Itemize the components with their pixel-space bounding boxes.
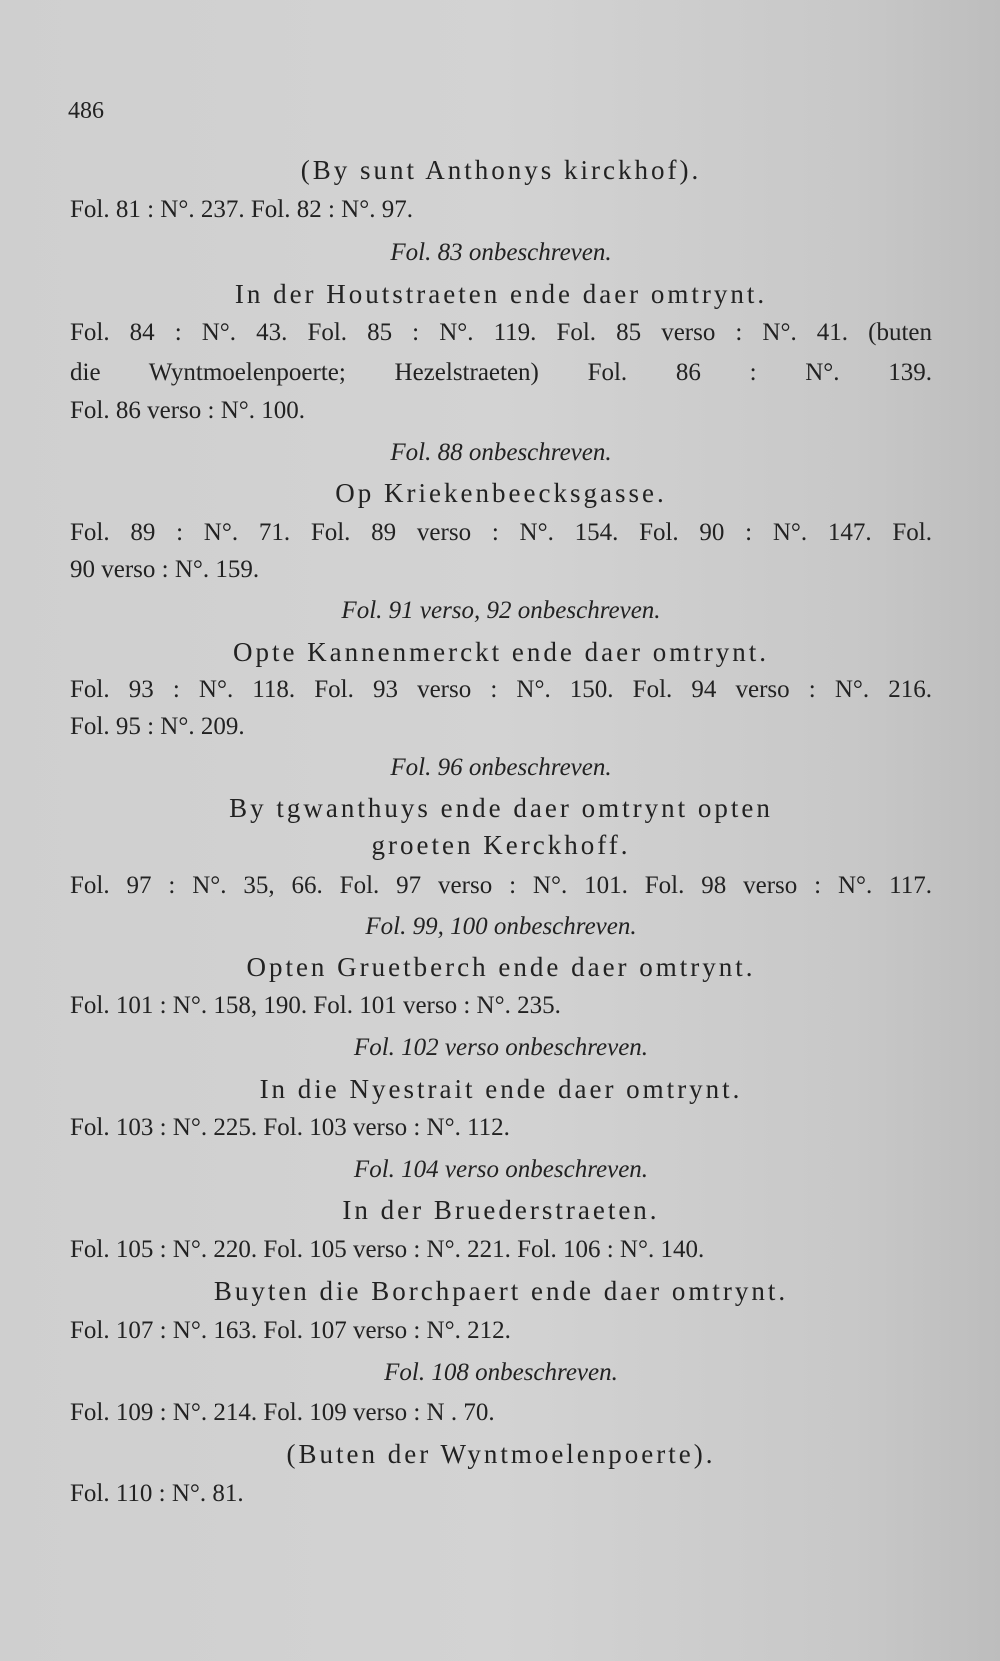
unwritten-note: Fol. 108 onbeschreven. — [384, 1359, 618, 1386]
section-heading: In die Nyestrait ende daer omtrynt. — [259, 1074, 743, 1104]
section-heading: (By sunt Anthonys kirckhof). — [300, 155, 702, 185]
unwritten-note: Fol. 83 onbeschreven. — [390, 239, 612, 266]
entry-line: Fol. 86 verso : N°. 100. — [70, 397, 305, 424]
section-heading: Opten Gruetberch ende daer omtrynt. — [246, 952, 756, 982]
unwritten-note: Fol. 102 verso onbeschreven. — [353, 1034, 649, 1061]
section-heading: By tgwanthuys ende daer omtrynt opten — [229, 793, 773, 823]
entry-line: Fol. 93 : N°. 118. Fol. 93 verso : N°. 150. Fol. 94 verso : N°. 216. — [70, 676, 932, 703]
section-heading: (Buten der Wyntmoelenpoerte). — [286, 1439, 716, 1469]
entry-line: Fol. 97 : N°. 35, 66. Fol. 97 verso : N°. 101. Fol. 98 verso : N°. 117. — [70, 872, 932, 899]
section-heading: In der Houtstraeten ende daer omtrynt. — [234, 279, 768, 309]
entry-line: Fol. 95 : N°. 209. — [70, 713, 245, 740]
entry-line: 90 verso : N°. 159. — [70, 556, 260, 583]
entry-line: Fol. 110 : N°. 81. — [70, 1480, 244, 1507]
entry-line: Fol. 89 : N°. 71. Fol. 89 verso : N°. 154. Fol. 90 : N°. 147. Fol. — [70, 519, 932, 546]
unwritten-note: Fol. 91 verso, 92 onbeschreven. — [341, 597, 661, 624]
section-heading: Op Kriekenbeecksgasse. — [335, 478, 667, 508]
entry-line: Fol. 84 : N°. 43. Fol. 85 : N°. 119. Fol. 85 verso : N°. 41. (buten — [70, 319, 932, 346]
unwritten-note: Fol. 96 onbeschreven. — [390, 754, 612, 781]
section-heading: Buyten die Borchpaert ende daer omtrynt. — [213, 1276, 789, 1306]
section-heading: In der Bruederstraeten. — [342, 1195, 660, 1225]
entry-line: Fol. 105 : N°. 220. Fol. 105 verso : N°. 221. Fol. 106 : N°. 140. — [70, 1236, 705, 1263]
entry-line: Fol. 81 : N°. 237. Fol. 82 : N°. 97. — [70, 196, 413, 223]
entry-line: Fol. 103 : N°. 225. Fol. 103 verso : N°. 112. — [70, 1114, 510, 1141]
entry-line: die Wyntmoelenpoerte; Hezelstraeten) Fol. 86 : N°. 139. — [70, 359, 932, 386]
section-heading: groeten Kerckhoff. — [371, 830, 631, 860]
unwritten-note: Fol. 88 onbeschreven. — [390, 439, 612, 466]
page-number: 486 — [68, 98, 104, 124]
entry-line: Fol. 101 : N°. 158, 190. Fol. 101 verso : N°. 235. — [70, 992, 561, 1019]
entry-line: Fol. 107 : N°. 163. Fol. 107 verso : N°. 212. — [70, 1317, 511, 1344]
unwritten-note: Fol. 104 verso onbeschreven. — [353, 1156, 649, 1183]
section-heading: Opte Kannenmerckt ende daer omtrynt. — [232, 637, 770, 667]
unwritten-note: Fol. 99, 100 onbeschreven. — [365, 913, 637, 940]
entry-line: Fol. 109 : N°. 214. Fol. 109 verso : N . 70. — [70, 1399, 495, 1426]
